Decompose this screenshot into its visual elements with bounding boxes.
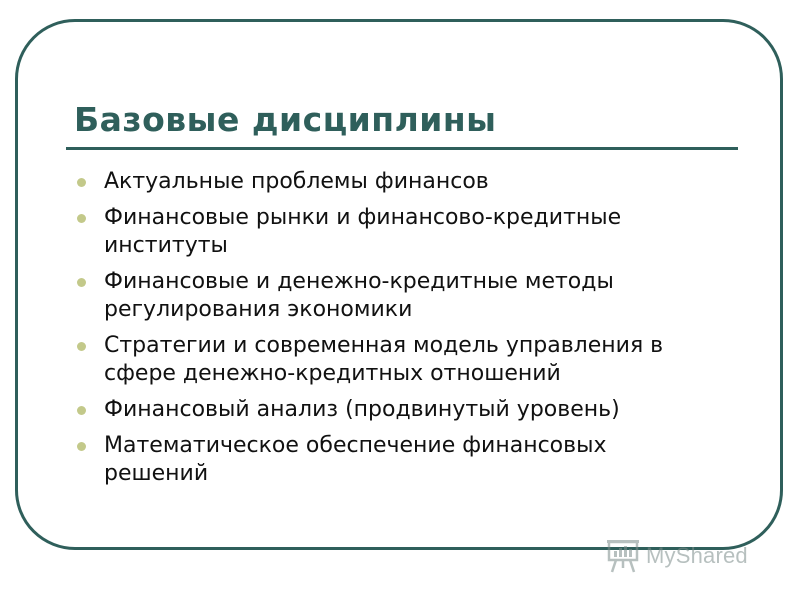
bullet-dot-icon <box>77 442 86 451</box>
watermark-text: MyShared <box>646 543 748 568</box>
bullet-text: Финансовый анализ (продвинутый уровень) <box>104 397 620 422</box>
bullet-item <box>76 332 716 388</box>
bullet-dot-icon <box>77 406 86 415</box>
bullet-item <box>76 168 716 196</box>
bullet-item <box>76 396 716 424</box>
bullet-text: Финансовые рынки и финансово-кредитные институты <box>104 205 622 258</box>
bullet-item <box>76 268 716 324</box>
slide-title: Базовые дисциплины <box>74 100 497 139</box>
bullet-list <box>76 168 716 496</box>
bullet-text: Стратегии и современная модель управления в сфере денежно-кредитных отношений <box>104 333 664 386</box>
title-underline <box>66 147 738 150</box>
presentation-board-icon <box>606 538 640 574</box>
bullet-dot-icon <box>77 278 86 287</box>
watermark <box>606 536 748 576</box>
bullet-item <box>76 432 716 488</box>
bullet-dot-icon <box>77 214 86 223</box>
bullet-text: Математическое обеспечение финансовых решений <box>104 433 607 486</box>
bullet-text: Финансовые и денежно-кредитные методы регулирования экономики <box>104 269 614 322</box>
bullet-dot-icon <box>77 178 86 187</box>
bullet-dot-icon <box>77 342 86 351</box>
bullet-item <box>76 204 716 260</box>
bullet-text: Актуальные проблемы финансов <box>104 169 489 194</box>
